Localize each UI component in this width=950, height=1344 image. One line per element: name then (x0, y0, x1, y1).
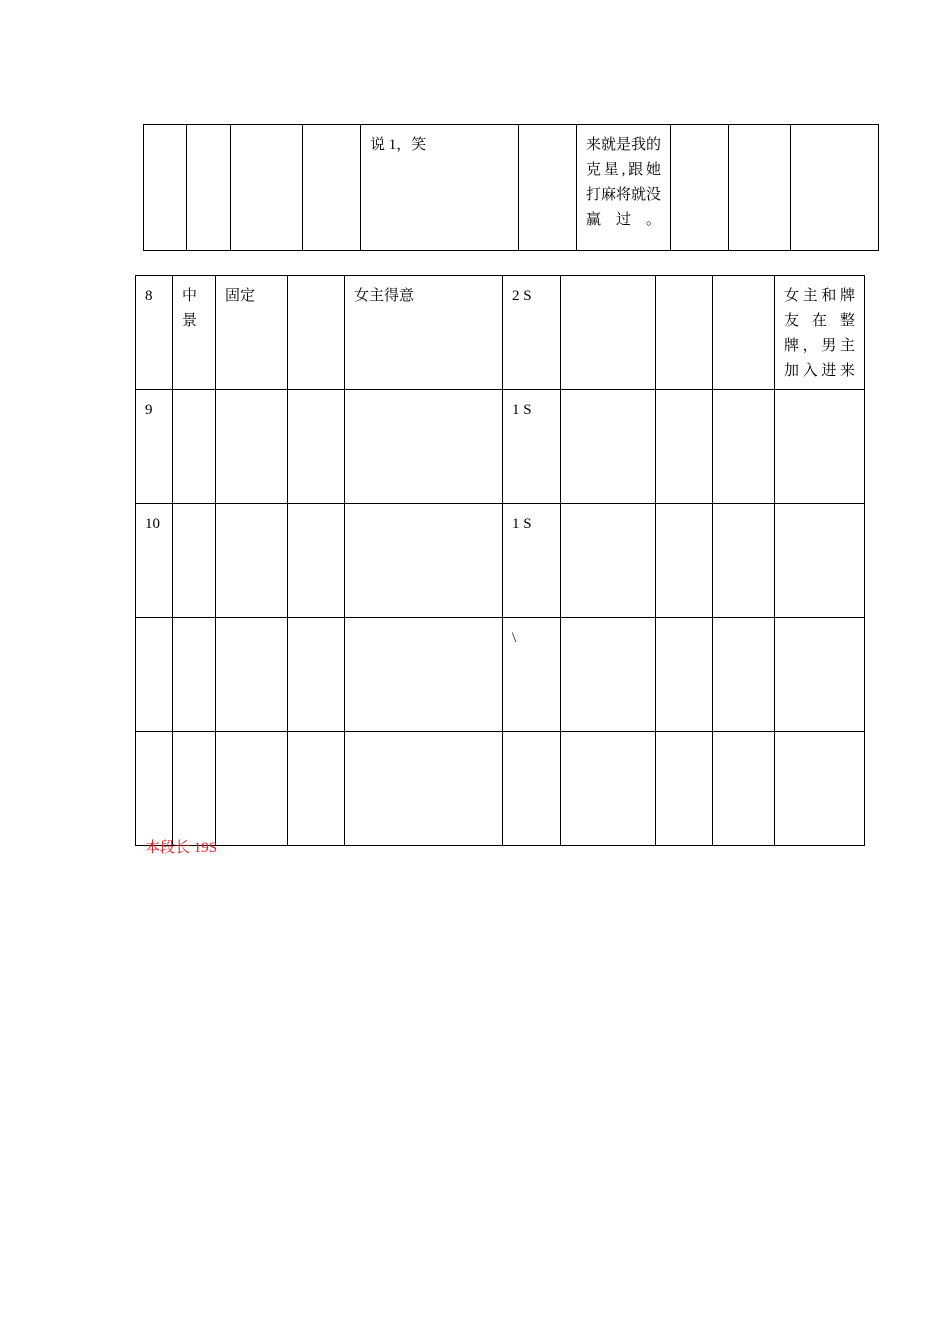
segment-length-note: 本段长 19S (145, 840, 218, 856)
storyboard-table-continued (143, 124, 879, 251)
table-cell: 中景 (173, 276, 216, 390)
table-cell: 1 S (503, 390, 561, 504)
table-cell: \ (503, 618, 561, 732)
table-cell: 说 1，笑 (361, 125, 519, 251)
table-cell (656, 618, 713, 732)
table-cell (713, 618, 775, 732)
table-cell (303, 125, 361, 251)
table-cell (288, 390, 345, 504)
table-cell (345, 618, 503, 732)
table-cell (136, 732, 173, 846)
table-cell (561, 390, 656, 504)
table-cell: 来就是我的克星,跟她打麻将就没赢过。 (577, 125, 671, 251)
table-cell: 女主得意 (345, 276, 503, 390)
table-cell (775, 390, 865, 504)
table-cell: 2 S (503, 276, 561, 390)
table-cell (136, 618, 173, 732)
table-cell (216, 618, 288, 732)
table-cell (519, 125, 577, 251)
table-cell (144, 125, 187, 251)
table-cell (656, 390, 713, 504)
table-cell: 女主和牌友在整牌，男主加入进来 (775, 276, 865, 390)
table-cell (345, 390, 503, 504)
table-cell (561, 732, 656, 846)
table-cell (671, 125, 729, 251)
table-cell (713, 276, 775, 390)
table-cell (656, 732, 713, 846)
table-row (136, 732, 865, 846)
storyboard-table (135, 275, 865, 846)
table-row (144, 125, 879, 251)
table-cell: 1 S (503, 504, 561, 618)
table-cell (713, 390, 775, 504)
table-cell (775, 732, 865, 846)
table-cell (288, 618, 345, 732)
table-cell (713, 732, 775, 846)
table-cell (173, 390, 216, 504)
table-row (136, 618, 865, 732)
table-cell (216, 390, 288, 504)
table-cell (561, 504, 656, 618)
table-cell: 8 (136, 276, 173, 390)
table-cell (288, 504, 345, 618)
table-cell (173, 618, 216, 732)
table-cell (173, 732, 216, 846)
table-row (136, 276, 865, 390)
table-cell (216, 504, 288, 618)
table-row (136, 390, 865, 504)
table-cell (729, 125, 791, 251)
table-cell (775, 618, 865, 732)
table-cell (561, 618, 656, 732)
table-cell (713, 504, 775, 618)
table-cell: 10 (136, 504, 173, 618)
table-cell (288, 732, 345, 846)
table-cell (288, 276, 345, 390)
table-cell (187, 125, 231, 251)
table-cell (345, 504, 503, 618)
table-cell (656, 276, 713, 390)
table-cell: 固定 (216, 276, 288, 390)
table-cell (216, 732, 288, 846)
table-cell (791, 125, 879, 251)
table-cell (775, 504, 865, 618)
table-cell (561, 276, 656, 390)
table-cell (345, 732, 503, 846)
table-cell (231, 125, 303, 251)
table-cell (503, 732, 561, 846)
table-cell: 9 (136, 390, 173, 504)
table-row (136, 504, 865, 618)
table-cell (173, 504, 216, 618)
table-cell (656, 504, 713, 618)
